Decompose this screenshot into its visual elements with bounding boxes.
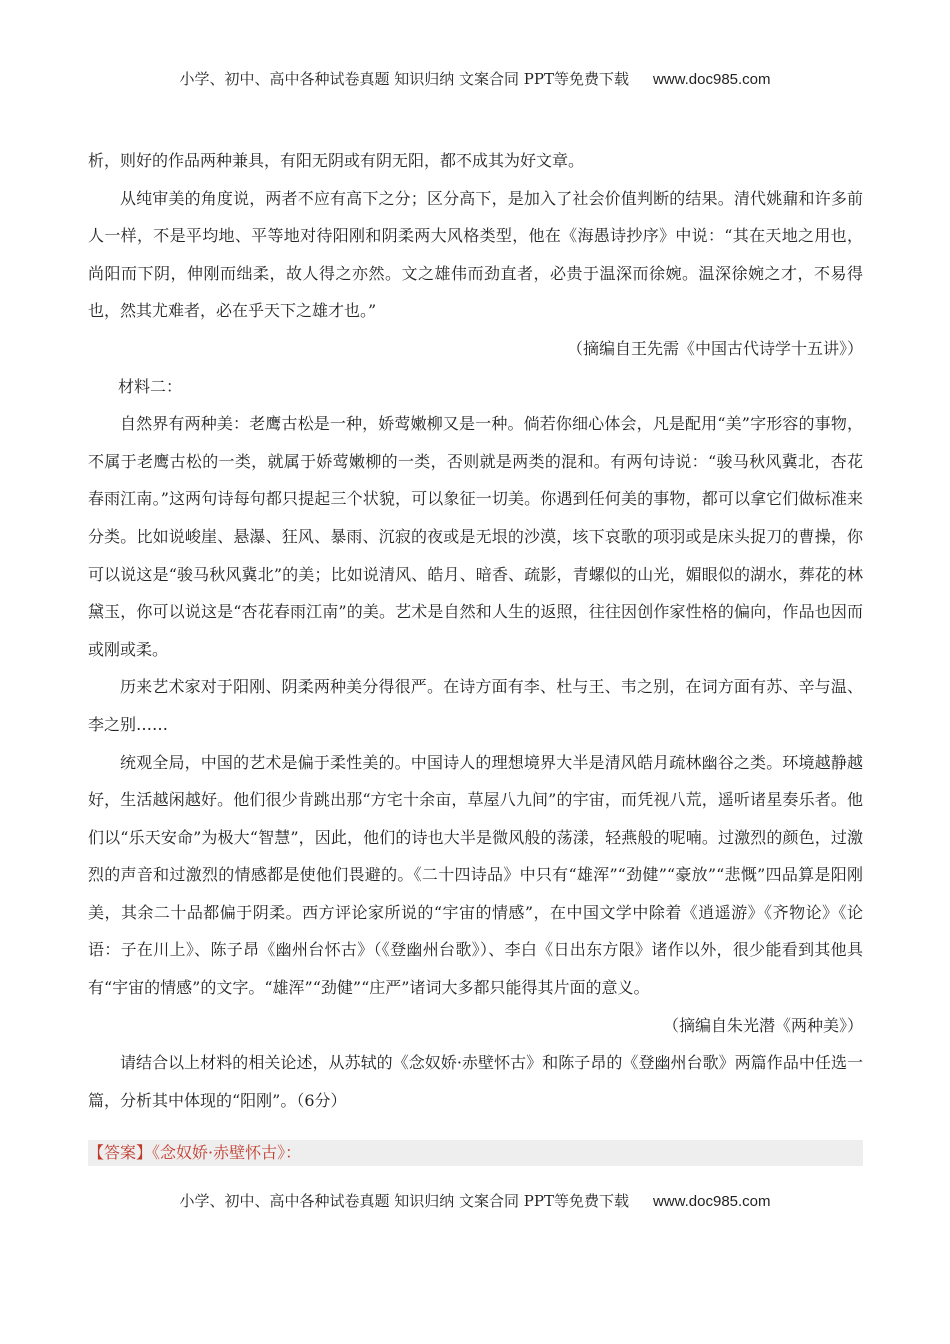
footer-text: 小学、初中、高中各种试卷真题 知识归纳 文案合同 PPT等免费下载 <box>179 1192 629 1210</box>
document-body <box>88 142 863 1119</box>
material1-source: （摘编自王先需《中国古代诗学十五讲》） <box>566 338 863 358</box>
material2-source: （摘编自朱光潜《两种美》） <box>662 1015 863 1035</box>
question-text: 请结合以上材料的相关论述，从苏轼的《念奴娇·赤壁怀古》和陈子昂的《登幽州台歌》两篇作品中任选一篇，分析其中体现的“阳刚”。（6分） <box>88 1053 863 1110</box>
header-text: 小学、初中、高中各种试卷真题 知识归纳 文案合同 PPT等免费下载 <box>179 70 629 88</box>
material2-paragraph-1: 自然界有两种美：老鹰古松是一种，娇莺嫩柳又是一种。倘若你细心体会，凡是配用“美”字形容的事物，不属于老鹰古松的一类，就属于娇莺嫩柳的一类，否则就是两类的混和。有两句诗说：“骏马秋风冀北，杏花春雨江南。”这两句诗每句都只提起三个状貌，可以象征一切美。你遇到任何美的事物，都可以拿它们做标准来分类。比如说峻崖、悬瀑、狂风、暴雨、沉寂的夜或是无垠的沙漠，垓下哀歌的项羽或是床头捉刀的曹操，你可以说这是“骏马秋风冀北”的美；比如说清风、皓月、暗香、疏影，青螺似的山光，媚眼似的湖水，葬花的林黛玉，你可以说这是“杏花春雨江南”的美。艺术是自然和人生的返照，往往因创作家性格的偏向，作品也因而或刚或柔。 <box>88 414 863 659</box>
material2-paragraph-3: 统观全局，中国的艺术是偏于柔性美的。中国诗人的理想境界大半是清风皓月疏林幽谷之类。环境越静越好，生活越闲越好。他们很少肯跳出那“方宅十余亩，草屋八九间”的宇宙，而凭视八荒，遥听诸星奏乐者。他们以“乐天安命”为极大“智慧”，因此，他们的诗也大半是微风般的荡漾，轻燕般的呢喃。过激烈的颜色，过激烈的声音和过激烈的情感都是使他们畏避的。《二十四诗品》中只有“雄浑”“劲健”“豪放”“悲慨”四品算是阳刚美，其余二十品都偏于阴柔。西方评论家所说的“宇宙的情感”，在中国文学中除着《逍遥游》《齐物论》《论语：子在川上》、陈子昂《幽州台怀古》（《登幽州台歌》）、李白《日出东方限》诸作以外，很少能看到其他具有“宇宙的情感”的文字。“雄浑”“劲健”“庄严”诸词大多都只能得其片面的意义。 <box>88 752 863 998</box>
material1-paragraph-1: 析，则好的作品两种兼具，有阳无阴或有阴无阳，都不成其为好文章。 <box>88 151 585 170</box>
page-header <box>0 68 950 89</box>
header-site-link[interactable]: www.doc985.com <box>652 71 771 88</box>
material1-paragraph-2: 从纯审美的角度说，两者不应有高下之分；区分高下，是加入了社会价值判断的结果。清代姚鼐和许多前人一样，不是平均地、平等地对待阳刚和阴柔两大风格类型，他在《海愚诗抄序》中说：“其在天地之用也，尚阳而下阴，伸刚而绌柔，故人得之亦然。文之雄伟而劲直者，必贵于温深而徐婉。温深徐婉之才，不易得也，然其尤难者，必在乎天下之雄才也。” <box>88 188 863 321</box>
answer-label: 【答案】《念奴娇·赤壁怀古》： <box>88 1143 302 1162</box>
answer-heading <box>88 1140 863 1166</box>
page-footer <box>0 1190 950 1211</box>
material2-label: 材料二： <box>118 376 183 396</box>
material2-paragraph-2: 历来艺术家对于阳刚、阴柔两种美分得很严。在诗方面有李、杜与王、韦之别，在词方面有苏、辛与温、李之别…… <box>88 677 863 734</box>
footer-site-link[interactable]: www.doc985.com <box>652 1193 771 1210</box>
